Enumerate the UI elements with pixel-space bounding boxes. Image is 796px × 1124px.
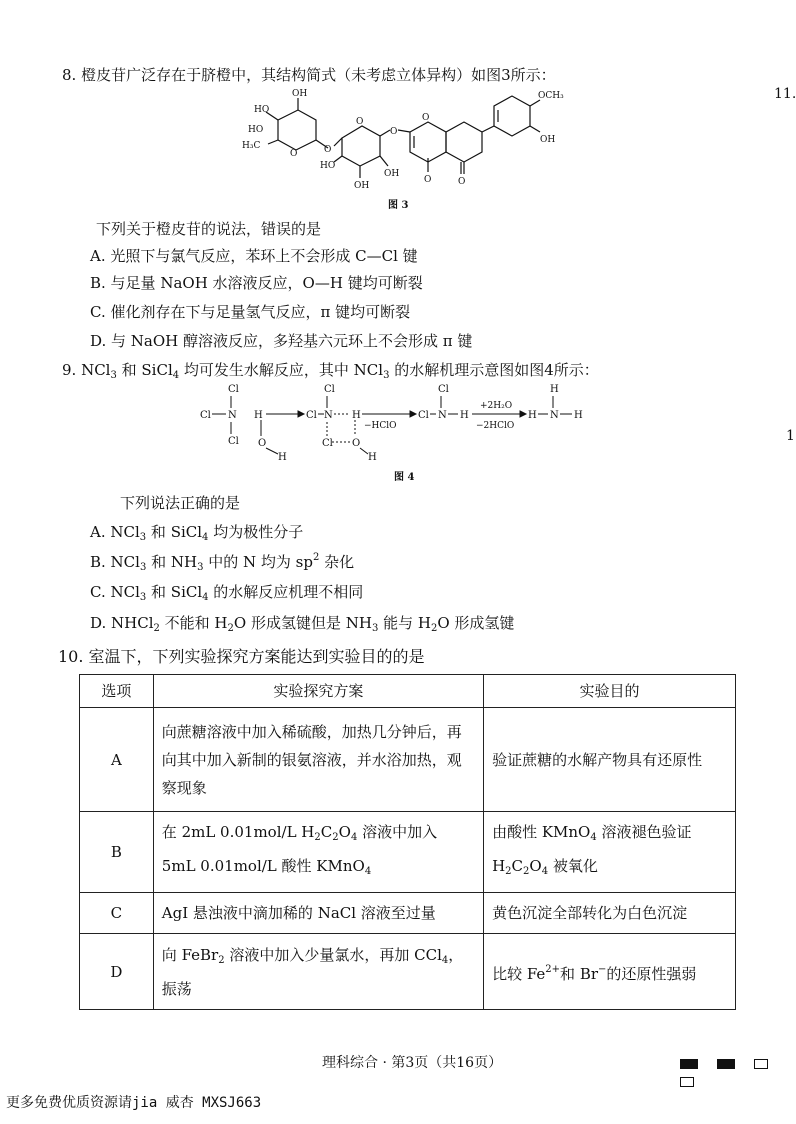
svg-text:Cl: Cl xyxy=(200,410,211,421)
svg-text:Cl: Cl xyxy=(228,436,239,447)
margin-mark-1: 1 xyxy=(786,428,795,444)
svg-text:H: H xyxy=(254,410,263,421)
svg-text:H: H xyxy=(368,452,377,463)
marker-block-filled xyxy=(717,1059,735,1069)
q8-label-ho3: HO xyxy=(320,161,336,171)
page-marker-blocks xyxy=(680,1054,794,1090)
svg-text:N: N xyxy=(324,410,333,421)
q8-label-oh1: OH xyxy=(292,89,308,99)
svg-text:Cl: Cl xyxy=(228,384,239,395)
svg-text:O: O xyxy=(258,438,267,449)
q9-mechanism-figure xyxy=(198,382,598,466)
svg-text:H: H xyxy=(278,452,287,463)
header-plan: 实验探究方案 xyxy=(153,675,483,708)
q9-option-a: A. NCl$_3$ 和 SiCl$_4$ 均为极性分子 xyxy=(90,523,304,543)
q8-label-o1: O xyxy=(290,149,298,159)
q8-label-o3: O xyxy=(356,117,364,127)
marker-block-filled xyxy=(680,1059,698,1069)
table-row: D 向 FeBr$_2$ 溶液中加入少量氯水，再加 CCl$_4$，振荡 比较 $Fe^{2+}$和 Br−的还原性强弱 xyxy=(80,934,736,1010)
q8-option-d: D. 与 NaOH 醇溶液反应，多羟基六元环上不会形成 π 键 xyxy=(90,332,473,350)
header-goal: 实验目的 xyxy=(484,675,736,708)
q8-prompt: 下列关于橙皮苷的说法，错误的是 xyxy=(96,220,322,238)
q8-option-b: B. 与足量 NaOH 水溶液反应，O—H 键均可断裂 xyxy=(90,274,423,292)
q8-label-oh2: OH xyxy=(354,181,370,191)
q8-label-ho2: HO xyxy=(248,125,264,135)
svg-text:−HClO: −HClO xyxy=(364,421,397,431)
svg-text:−2HClO: −2HClO xyxy=(476,421,515,431)
q9-option-b: B. NCl$_3$ 和 $NH_3$ 中的 N 均为 $sp^2$ 杂化 xyxy=(90,552,355,573)
q10-stem: 10. 室温下，下列实验探究方案能达到实验目的的是 xyxy=(58,647,425,666)
table-header-row xyxy=(80,675,736,708)
table-row: C AgI 悬浊液中滴加稀的 NaCl 溶液至过量 黄色沉淀全部转化为白色沉淀 xyxy=(80,893,736,934)
q8-label-ho1: HO xyxy=(254,105,270,115)
q9-figure-caption: 图 4 xyxy=(394,472,415,483)
svg-text:N: N xyxy=(550,410,559,421)
page-footer: 理科综合 · 第3页（共16页） xyxy=(322,1055,503,1071)
svg-text:H: H xyxy=(460,410,469,421)
q8-label-oh3: OH xyxy=(384,169,400,179)
q8-label-o6: O xyxy=(458,177,466,187)
q8-label-o5: O xyxy=(422,113,430,123)
q10-experiment-table xyxy=(79,674,736,1010)
q9-option-d: D. NHCl$_2$ 不能和 $H_2O$ 形成氢键但是 $NH_3$ 能与 $H_2O$ 形成氢键 xyxy=(90,614,515,634)
marker-block-outline xyxy=(754,1059,768,1069)
q9-prompt: 下列说法正确的是 xyxy=(120,494,241,512)
q8-option-a: A. 光照下与氯气反应，苯环上不会形成 C—Cl 键 xyxy=(90,247,418,265)
q8-structure-figure xyxy=(238,86,568,196)
svg-text:H: H xyxy=(352,410,361,421)
svg-text:N: N xyxy=(228,410,237,421)
q8-label-oh4: OH xyxy=(540,135,556,145)
svg-text:Cl: Cl xyxy=(438,384,449,395)
svg-text:Cl: Cl xyxy=(418,410,429,421)
svg-text:H: H xyxy=(550,384,559,395)
q9-option-c: C. NCl$_3$ 和 SiCl$_4$ 的水解反应机理不相同 xyxy=(90,583,364,603)
q8-label-h3c: H₃C xyxy=(242,141,261,151)
q8-label-och3: OCH₃ xyxy=(538,91,564,101)
svg-text:+2H₂O: +2H₂O xyxy=(480,401,513,411)
table-row: B 在 2mL 0.01mol/L $H_2C_2O_4$ 溶液中加入 5mL 0.01mol/L 酸性 KMnO$_4$ 由酸性 KMnO$_4$ 溶液褪色验证 $H_2C_2O_4$ 被氧化 xyxy=(80,812,736,893)
margin-mark-11: 11. xyxy=(774,86,796,102)
q8-stem: 8. 橙皮苷广泛存在于脐橙中，其结构简式（未考虑立体异构）如图3所示： xyxy=(62,66,556,84)
marker-block-outline xyxy=(680,1077,694,1087)
q8-label-o2: O xyxy=(324,145,332,155)
svg-text:O: O xyxy=(352,438,361,449)
q8-label-o4: O xyxy=(390,127,398,137)
header-option: 选项 xyxy=(80,675,154,708)
svg-text:Cl: Cl xyxy=(306,410,317,421)
table-row: A 向蔗糖溶液中加入稀硫酸，加热几分钟后，再向其中加入新制的银氨溶液，并水浴加热，观察现象 验证蔗糖的水解产物具有还原性 xyxy=(80,708,736,812)
svg-text:N: N xyxy=(438,410,447,421)
q8-figure-caption: 图 3 xyxy=(388,200,409,211)
q8-label-o7: O xyxy=(424,175,432,185)
svg-text:H: H xyxy=(528,410,537,421)
q8-option-c: C. 催化剂存在下与足量氢气反应，π 键均可断裂 xyxy=(90,303,411,321)
svg-text:Cl: Cl xyxy=(322,438,333,449)
q9-stem: 9. NCl$_3$ 和 SiCl$_4$ 均可发生水解反应，其中 NCl$_3$ 的水解机理示意图如图4所示： xyxy=(62,361,599,381)
svg-text:Cl: Cl xyxy=(324,384,335,395)
svg-text:H: H xyxy=(574,410,583,421)
watermark-text: 更多免费优质资源请jia 威杏 MXSJ663 xyxy=(6,1095,262,1111)
